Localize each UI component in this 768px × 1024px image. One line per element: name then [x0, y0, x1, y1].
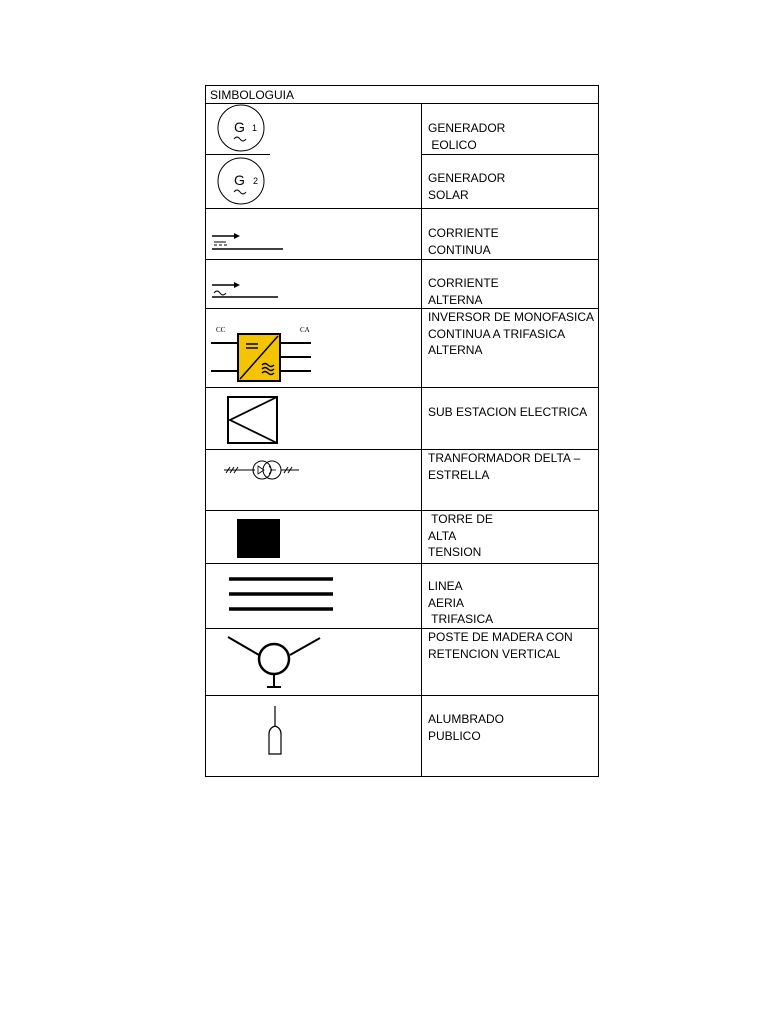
generator-glyph: G: [234, 172, 245, 188]
row-label: LINEA AERIA TRIFASICA: [428, 579, 494, 626]
inverter-input-tag: CC: [216, 326, 226, 334]
table-row: [206, 155, 598, 209]
table-row: [206, 309, 598, 388]
three-phase-line-icon: [206, 564, 421, 628]
generator-index: 2: [253, 176, 259, 186]
generator-glyph: G: [234, 119, 245, 135]
direct-current-icon: [206, 209, 421, 259]
table-row: [206, 511, 598, 564]
generator-1-icon: [206, 104, 421, 154]
row-label: INVERSOR DE MONOFASICA CONTINUA A TRIFASICA ALTERNA: [428, 310, 595, 357]
table-row: [206, 209, 598, 260]
table-row: [206, 696, 598, 777]
row-label: TRANFORMADOR DELTA – ESTRELLA: [428, 451, 581, 482]
high-voltage-tower-icon: [206, 511, 421, 563]
inverter-output-tag: CA: [300, 326, 310, 334]
row-label: ALUMBRADO PUBLICO: [428, 712, 505, 743]
street-light-icon: [206, 696, 421, 777]
row-label: CORRIENTE ALTERNA: [428, 276, 499, 307]
symbology-table: [205, 85, 599, 777]
row-label: GENERADOR EOLICO: [428, 121, 506, 152]
alternating-current-icon: [206, 260, 421, 308]
generator-2-icon: [206, 155, 421, 208]
table-row: [206, 104, 598, 155]
table-row: [206, 260, 598, 309]
table-row: [206, 388, 598, 450]
wooden-pole-icon: [206, 629, 421, 695]
row-label: CORRIENTE CONTINUA: [428, 226, 499, 257]
table-row: [206, 564, 598, 629]
inverter-icon: [206, 309, 421, 387]
row-label: SUB ESTACION ELECTRICA: [428, 405, 588, 419]
row-label: POSTE DE MADERA CON RETENCION VERTICAL: [428, 630, 573, 661]
substation-icon: [206, 388, 421, 449]
row-label: TORRE DE ALTA TENSION: [428, 512, 493, 559]
generator-index: 1: [252, 123, 258, 133]
table-title: SIMBOLOGUIA: [206, 86, 598, 104]
table-row: [206, 629, 598, 696]
table-row: [206, 450, 598, 511]
row-label: GENERADOR SOLAR: [428, 171, 506, 202]
delta-star-transformer-icon: [206, 450, 421, 510]
